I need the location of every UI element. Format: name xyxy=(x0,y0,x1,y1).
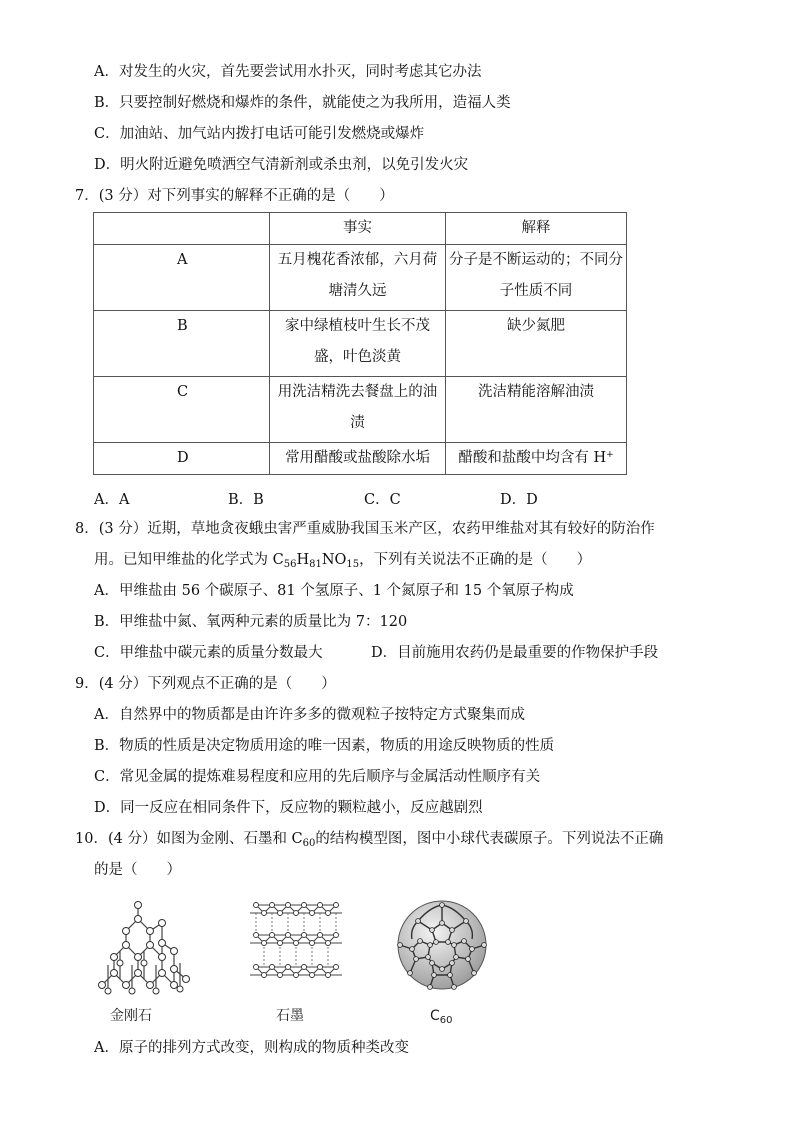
table-header-fact: 事实 xyxy=(270,213,446,245)
row-explanation: 缺少氮肥 xyxy=(446,311,627,377)
q8-option-d: D．目前施用农药仍是最重要的作物保护手段 xyxy=(371,645,659,661)
q7-choice-b: B．B xyxy=(228,492,264,508)
row-label: C xyxy=(94,377,270,443)
graphite-caption: 石墨 xyxy=(276,1008,304,1024)
row-fact: 常用醋酸或盐酸除水垢 xyxy=(270,443,446,475)
q8-stem-line1: 8．(3 分）近期，草地贪夜蛾虫害严重威胁我国玉米产区，农药甲维盐对其有较好的防治作 xyxy=(75,521,655,537)
row-fact: 家中绿植枝叶生长不茂盛，叶色淡黄 xyxy=(270,311,446,377)
q6-option-d: D．明火附近避免喷洒空气清新剂或杀虫剂，以免引发火灾 xyxy=(94,157,469,173)
row-label: D xyxy=(94,443,270,475)
q7-choice-a: A．A xyxy=(94,492,130,508)
table-row xyxy=(94,245,627,311)
row-explanation: 分子是不断运动的；不同分子性质不同 xyxy=(446,245,627,311)
q8-stem-line2: 用。已知甲维盐的化学式为 $C_{56}H_{81}NO_{15}$，下列有关说法不正确的是（ ） xyxy=(94,552,592,570)
q7-choice-d: D．D xyxy=(500,492,538,508)
q9-option-c: C．常见金属的提炼难易程度和应用的先后顺序与金属活动性顺序有关 xyxy=(94,769,541,785)
row-fact: 用洗洁精洗去餐盘上的油渍 xyxy=(270,377,446,443)
table-row xyxy=(94,377,627,443)
diamond-structure-image xyxy=(90,893,210,998)
q9-option-a: A．自然界中的物质都是由许许多多的微观粒子按特定方式聚集而成 xyxy=(94,707,525,723)
q10-option-a: A．原子的排列方式改变，则构成的物质种类改变 xyxy=(94,1040,409,1056)
q9-stem: 9．(4 分）下列观点不正确的是（ ） xyxy=(75,676,336,692)
q6-option-c: C．加油站、加气站内拨打电话可能引发燃烧或爆炸 xyxy=(94,126,425,142)
q6-option-b: B．只要控制好燃烧和爆炸的条件，就能使之为我所用，造福人类 xyxy=(94,95,511,111)
c60-caption: $C_{60}$ xyxy=(430,1008,453,1026)
table-row xyxy=(94,443,627,475)
table-header-blank xyxy=(94,213,270,245)
q8-option-b: B．甲维盐中氮、氧两种元素的质量比为 7：120 xyxy=(94,614,408,630)
table-row xyxy=(94,311,627,377)
row-label: A xyxy=(94,245,270,311)
diamond-caption: 金刚石 xyxy=(110,1008,152,1024)
graphite-structure-image xyxy=(246,893,346,998)
q8-option-c: C．甲维盐中碳元素的质量分数最大 xyxy=(94,645,323,661)
table-header-row xyxy=(94,213,627,245)
q7-choice-c: C．C xyxy=(364,492,401,508)
row-explanation: 洗洁精能溶解油渍 xyxy=(446,377,627,443)
row-fact: 五月槐花香浓郁，六月荷塘清久远 xyxy=(270,245,446,311)
row-label: B xyxy=(94,311,270,377)
q10-stem-line2: 的是（ ） xyxy=(94,862,181,878)
q7-stem: 7．(3 分）对下列事实的解释不正确的是（ ） xyxy=(75,188,394,204)
c60-structure-image xyxy=(392,893,492,998)
q7-facts-table xyxy=(93,212,627,475)
q9-option-b: B．物质的性质是决定物质用途的唯一因素，物质的用途反映物质的性质 xyxy=(94,738,555,754)
table-header-explanation: 解释 xyxy=(446,213,627,245)
q8-option-a: A．甲维盐由 56 个碳原子、81 个氢原子、1 个氮原子和 15 个氧原子构成 xyxy=(94,583,574,599)
q10-stem-line1: 10．(4 分）如图为金刚、石墨和 $C_{60}$的结构模型图，图中小球代表碳原子。下列说法不正确 xyxy=(75,831,664,849)
q9-option-d: D．同一反应在相同条件下，反应物的颗粒越小，反应越剧烈 xyxy=(94,800,483,816)
q6-option-a: A．对发生的火灾，首先要尝试用水扑灭，同时考虑其它办法 xyxy=(94,64,482,80)
row-explanation: 醋酸和盐酸中均含有 H+ xyxy=(446,443,627,475)
